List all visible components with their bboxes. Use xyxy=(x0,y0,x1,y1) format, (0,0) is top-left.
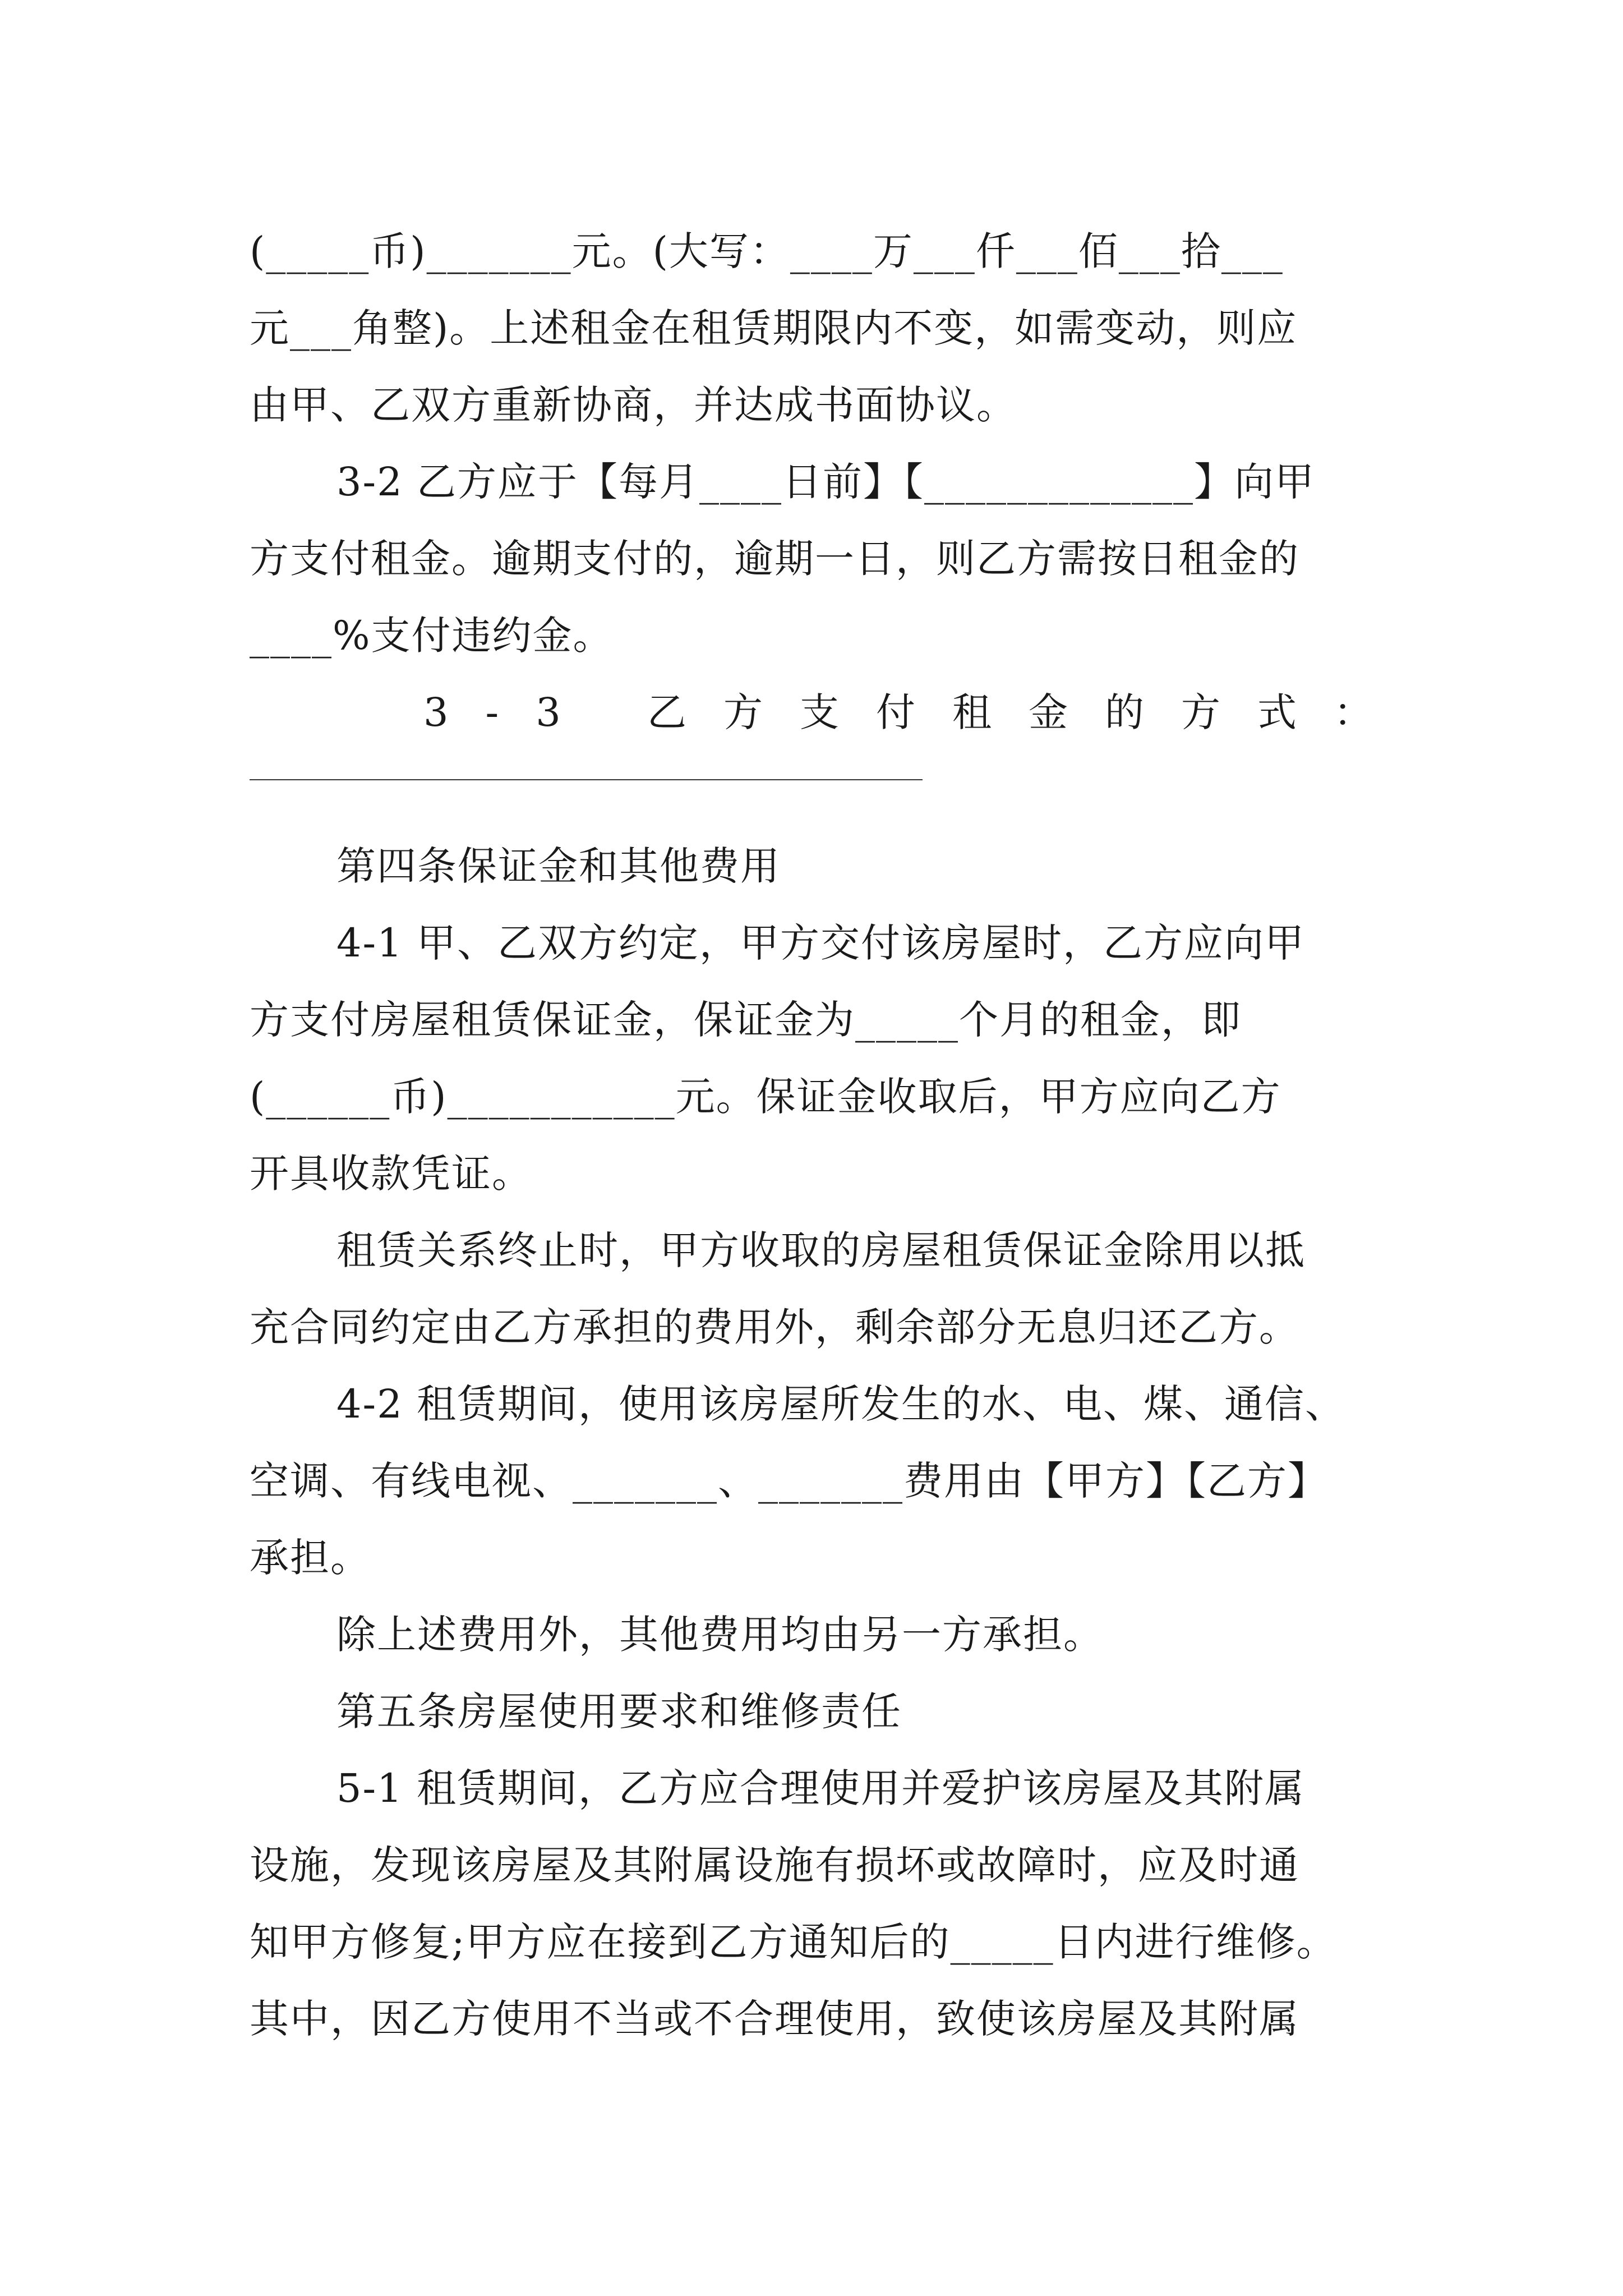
text-line: 设施，发现该房屋及其附属设施有损坏或故障时，应及时通 xyxy=(250,1842,1299,1888)
paragraph: 除上述费用外，其他费用均由另一方承担。 xyxy=(336,1612,1104,1658)
text-line: 由甲、乙双方重新协商，并达成书面协议。 xyxy=(250,382,1017,428)
clause-4-1: 4-1 甲、乙双方约定，甲方交付该房屋时，乙方应向甲 xyxy=(336,920,1305,966)
document-body xyxy=(250,213,1410,2058)
clause-5-1: 5-1 租赁期间，乙方应合理使用并爱护该房屋及其附属 xyxy=(336,1765,1305,1811)
text-line: 承担。 xyxy=(250,1535,371,1581)
text-line: 充合同约定由乙方承担的费用外，剩余部分无息归还乙方。 xyxy=(250,1304,1299,1350)
clause-3-2: 3-2 乙方应于【每月____日前】【_____________】向甲 xyxy=(336,459,1315,505)
fill-in-blank-line xyxy=(250,751,1388,828)
text-line: 方支付房屋租赁保证金，保证金为_____个月的租金，即 xyxy=(250,997,1242,1043)
text-line: (______币)___________元。保证金收取后，甲方应向乙方 xyxy=(250,1074,1281,1120)
blank-underline xyxy=(250,779,923,780)
article-4-heading: 第四条保证金和其他费用 xyxy=(336,843,781,889)
text-line: 元___角整)。上述租金在租赁期限内不变，如需变动，则应 xyxy=(250,305,1298,351)
clause-3-3: 3-3 乙方支付租金的方式： xyxy=(423,689,1410,735)
text-line: 方支付租金。逾期支付的，逾期一日，则乙方需按日租金的 xyxy=(250,536,1299,582)
text-line: 空调、有线电视、_______、_______费用由【甲方】【乙方】 xyxy=(250,1458,1328,1504)
text-line: 开具收款凭证。 xyxy=(250,1151,532,1197)
text-line: 知甲方修复;甲方应在接到乙方通知后的_____日内进行维修。 xyxy=(250,1919,1337,1965)
text-line: (_____币)_______元。(大写：____万___仟___佰___拾___ xyxy=(250,228,1284,274)
article-5-heading: 第五条房屋使用要求和维修责任 xyxy=(336,1688,902,1734)
text-line: ____%支付违约金。 xyxy=(250,613,614,659)
text-line: 其中，因乙方使用不当或不合理使用，致使该房屋及其附属 xyxy=(250,1996,1299,2042)
paragraph: 租赁关系终止时，甲方收取的房屋租赁保证金除用以抵 xyxy=(336,1227,1306,1273)
clause-4-2: 4-2 租赁期间，使用该房屋所发生的水、电、煤、通信、 xyxy=(336,1381,1345,1427)
